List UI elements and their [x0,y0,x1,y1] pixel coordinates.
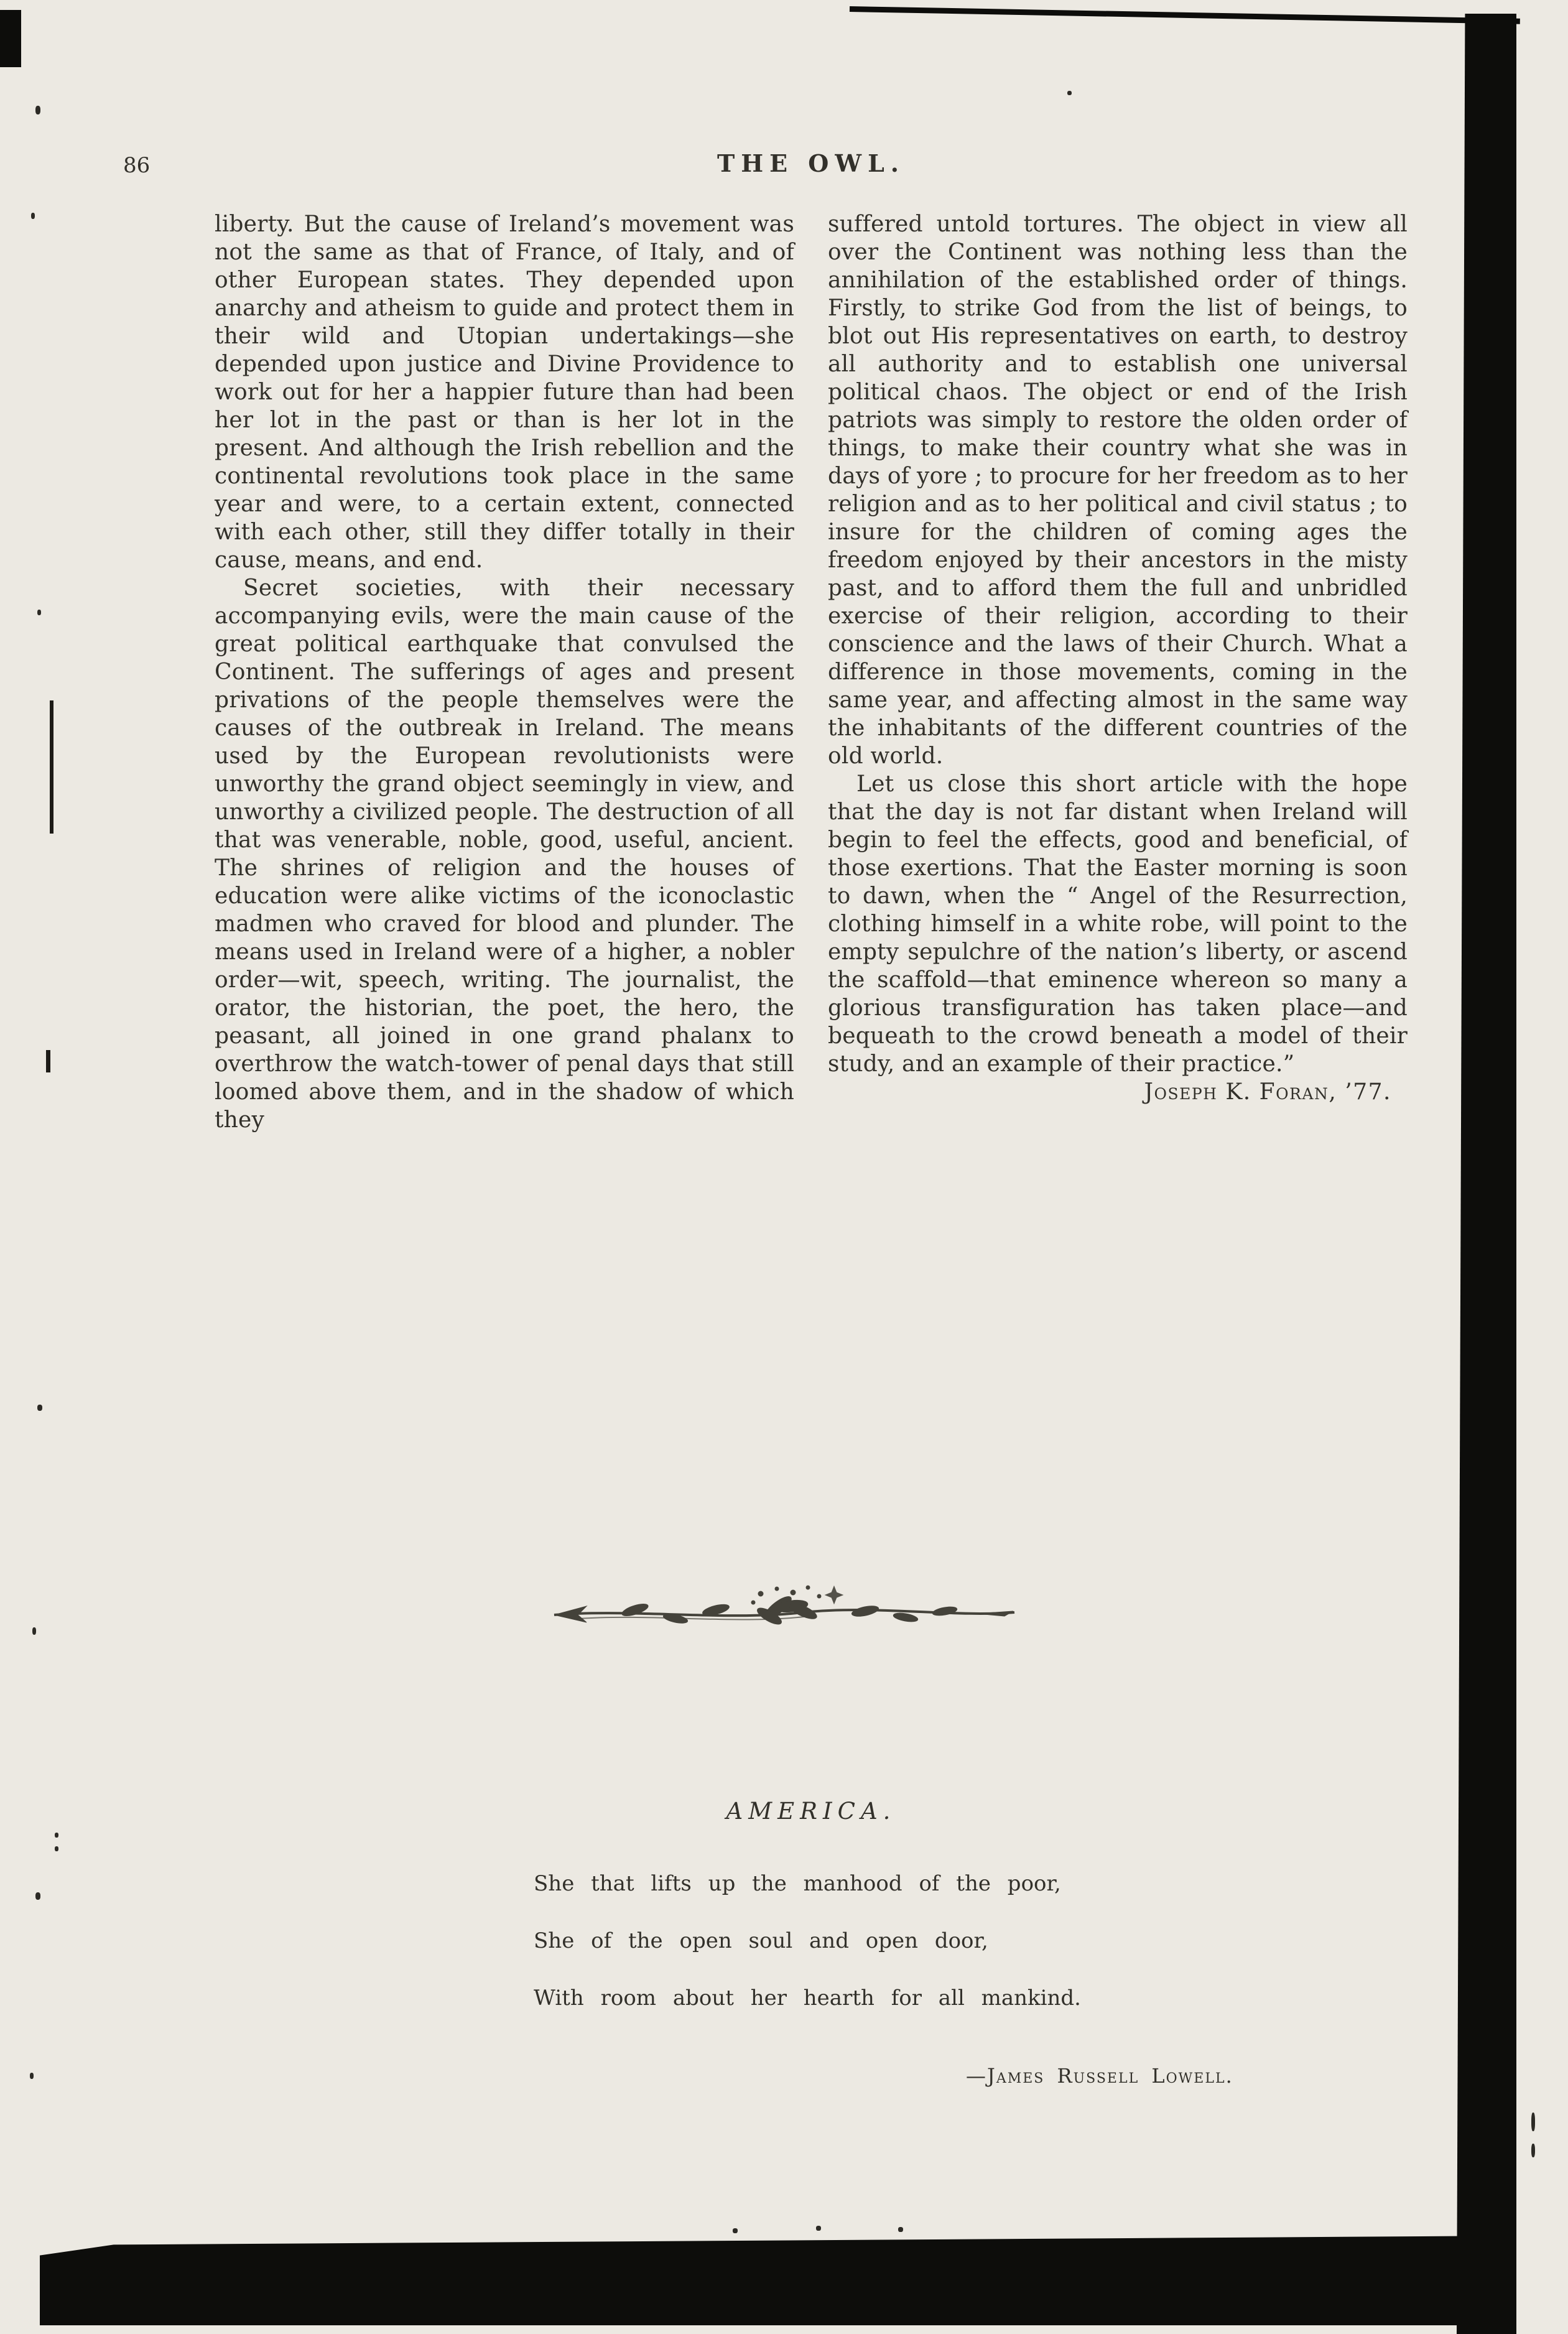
floral-ornament-graphic [542,1575,1027,1650]
scan-artifact-right-black-bar [1457,14,1516,2334]
paragraph-continuation: liberty. But the cause of Ireland’s movement was not the same as that of France, of Italy, and of other European states. They depended upon anarchy and atheism to guide and protect them in their wild and Utopian undertakings—she depended upon justice and Divine Providence to work out for her a happier future than had been her lot in the past or than is her lot in the present. And although the Irish rebellion and the continental revolutions took place in the same year and were, to a certain extent, connected with each other, still they differ totally in their cause, means, and end. [215,212,794,573]
poem [534,1870,1081,2042]
scan-speck [816,2226,821,2231]
scan-speck [1531,2113,1535,2131]
scan-speck [35,106,40,114]
scan-speck [30,2073,34,2079]
scan-speck [37,610,41,615]
scan-speck [55,1846,58,1851]
poem-line: With room about her hearth for all mankind. [534,1986,1081,2011]
scan-speck [898,2227,903,2232]
scan-speck [1067,91,1072,95]
paragraph: Secret societies, with their necessary accompanying evils, were the main cause of the great political earthquake that convulsed the Continent. The sufferings of ages and present privations of the people themselves were the causes of the outbreak in Ireland. The means used by the European revolutionists were unworthy the grand object seemingly in view, and unworthy a civilized people. The destruction of all that was venerable, noble, good, useful, ancient. The shrines of religion and the houses of education were alike victims of the iconoclastic madmen who craved for blood and plunder. The means used in Ireland were of a higher, a nobler order—wit, speech, writing. The journalist, the orator, the historian, the poet, the hero, the peasant, all joined in one grand phalanx to overthrow the watch-tower of penal days that still loomed above them, and in the shadow of which they [215,575,794,1133]
poem-line: She of the open soul and open door, [534,1928,988,1953]
journal-title: THE OWL. [717,149,906,177]
scan-speck [733,2228,738,2233]
scan-speck [31,213,35,219]
poem-attribution: —James Russell Lowell. [966,2064,1233,2088]
page-number: 86 [123,153,151,178]
paragraph-continuation: suffered untold tortures. The object in view all over the Continent was nothing less than the annihilation of the established order of things. Firstly, to strike God from the list of beings, to blot out His representatives on earth, to destroy all authority and to establish one universal political chaos. The object or end of the Irish patriots was simply to restore the olden order of things, to make their country what she was in days of yore ; to procure for her freedom as to her religion and as to her political and civil status ; to insure for the children of coming ages the freedom enjoyed by their ancestors in the misty past, and to afford them the full and unbridled exercise of their religion, according to their conscience and the laws of their Church. What a difference in those movements, coming in the same year, and affecting almost in the same way the inhabitants of the different countries of the old world. [828,212,1408,769]
scan-speck [37,1405,42,1411]
poem-title: AMERICA. [726,1798,896,1825]
scan-artifact-top-left-block [0,10,21,67]
page-header [0,149,1568,182]
scan-artifact-top-diagonal-line [850,6,1520,24]
author-signature: Joseph K. Foran, ’77. [1144,1079,1391,1105]
scan-speck [32,1627,36,1635]
scan-artifact-left-line [46,1050,50,1072]
scan-speck [55,1833,58,1838]
poem-line: She that lifts up the manhood of the poor, [534,1871,1061,1896]
right-column [828,210,1408,1134]
scan-artifact-bottom-black-bar [40,2236,1516,2325]
article-body [215,210,1408,1134]
left-column [215,210,794,1134]
scan-artifact-left-line [50,700,53,834]
scan-speck [1531,2144,1535,2157]
scan-speck [35,1892,40,1900]
floral-divider-ornament [0,1575,1568,1652]
paragraph: Let us close this short article with the hope that the day is not far distant when Ireland will begin to feel the effects, good and beneficial, of those exertions. That the Easter morning is soon to dawn, when the “ Angel of the Resurrection, clothing himself in a white robe, will point to the empty sepulchre of the nation’s liberty, or ascend the scaffold—that eminence whereon so many a glorious transfiguration has taken place—and bequeath to the crowd beneath a model of their study, and an example of their practice.” [828,771,1408,1077]
